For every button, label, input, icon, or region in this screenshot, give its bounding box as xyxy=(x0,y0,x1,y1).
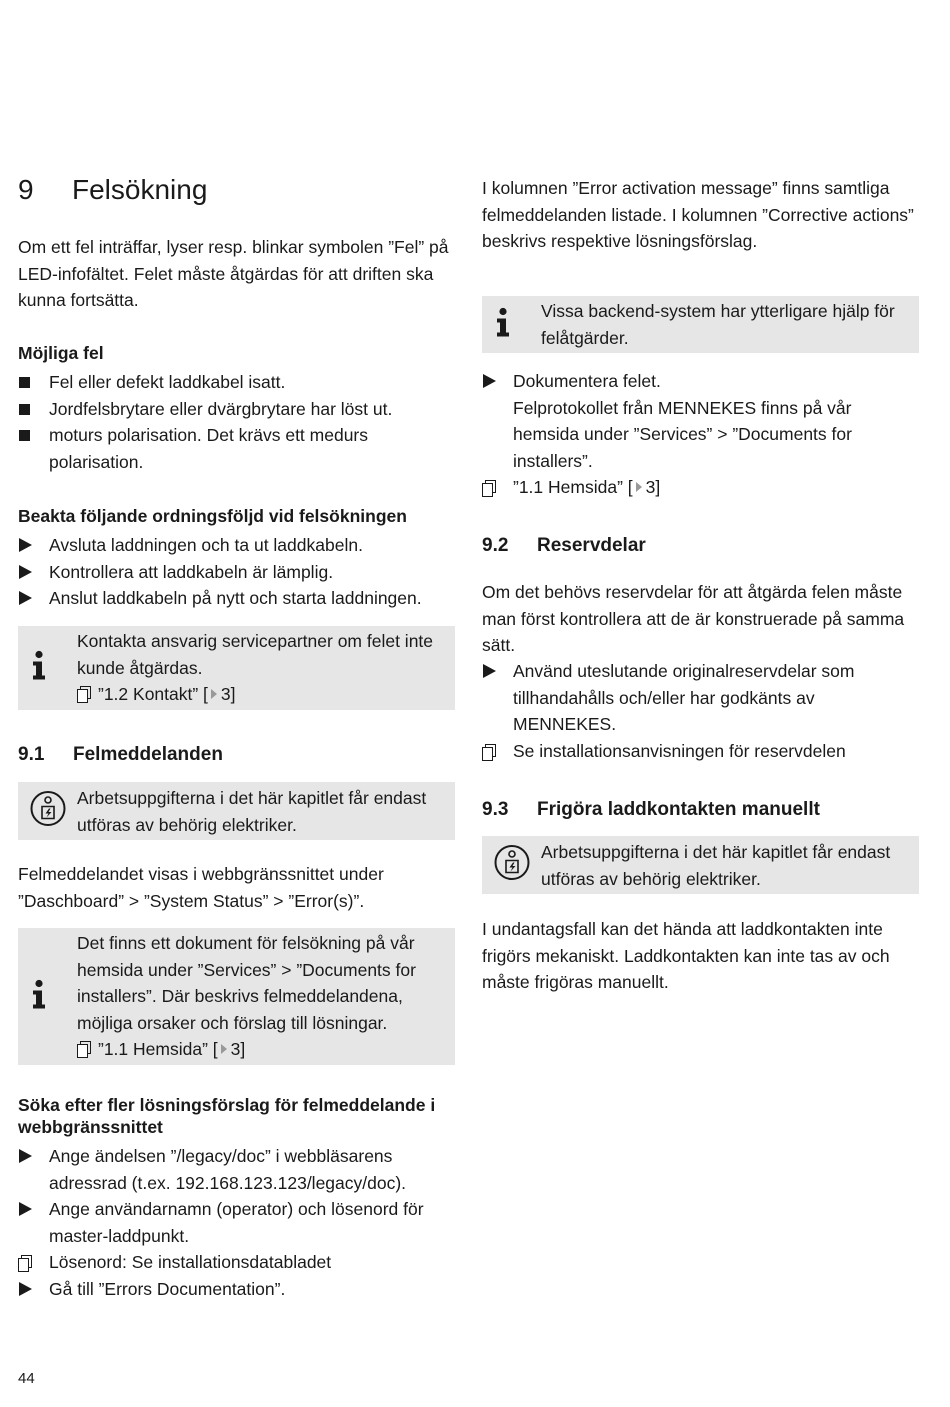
info-icon xyxy=(494,307,512,342)
list-item: moturs polarisation. Det krävs ett medurs polarisation. xyxy=(18,422,455,475)
info-text: Kontakta ansvarig servicepartner om felet inte kunde åtgärdas. xyxy=(77,631,434,678)
reference: ”1.1 Hemsida” [ 3] xyxy=(77,1036,447,1065)
step-arrow-icon xyxy=(19,1149,32,1163)
right-intro-paragraph: I kolumnen ”Error activation message” finns samtliga felmeddelanden listade. I kolumnen ”Corrective actions” beskrivs respektive lösningsförslag. xyxy=(482,178,914,251)
step-item: Ange ändelsen ”/legacy/doc” i webbläsarens adressrad (t.ex. 192.168.123.123/legacy/doc). xyxy=(18,1143,455,1196)
info-text: Det finns ett dokument för felsökning på vår hemsida under ”Services” > ”Documents for installers”. Där beskrivs felmeddelandena, möjliga orsaker och förslag till lösningar. xyxy=(77,933,416,1033)
info-icon xyxy=(30,979,48,1014)
info-box-documents xyxy=(18,928,455,1065)
search-heading: Söka efter fler lösningsförslag för felmeddelande i webbgränssnittet xyxy=(18,1095,436,1137)
step-arrow-icon xyxy=(483,374,496,388)
step-item: Kontrollera att laddkabeln är lämplig. xyxy=(18,559,455,586)
error-location-text: Felmeddelandet visas i webbgränssnittet under ”Daschboard” > ”System Status” > ”Error(s)”. xyxy=(18,864,384,911)
reference-item: Lösenord: Se installationsdatabladet xyxy=(18,1249,455,1276)
square-bullet-icon xyxy=(19,404,30,415)
electrician-note-9-3: Arbetsuppgifterna i det här kapitlet får endast utföras av behörig elektriker. xyxy=(482,836,919,894)
order-heading: Beakta följande ordningsföljd vid felsökningen xyxy=(18,506,407,526)
section-9-1-heading: 9.1 Felmeddelanden xyxy=(18,744,223,765)
reference-item: Se installationsanvisningen för reservdelen xyxy=(482,738,919,765)
electrician-note-9-1: Arbetsuppgifterna i det här kapitlet får endast utföras av behörig elektriker. xyxy=(18,782,455,840)
document-ref-icon xyxy=(77,1041,92,1058)
chapter-heading xyxy=(18,174,207,206)
page-arrow-icon xyxy=(636,482,642,492)
square-bullet-icon xyxy=(19,377,30,388)
order-steps xyxy=(18,532,455,612)
possible-faults-list xyxy=(18,369,455,475)
document-steps xyxy=(482,368,919,501)
square-bullet-icon xyxy=(19,430,30,441)
step-arrow-icon xyxy=(19,538,32,552)
document-ref-icon xyxy=(18,1255,33,1272)
info-box-backend: Vissa backend-system har ytterligare hjälp för felåtgärder. xyxy=(482,296,919,353)
info-icon xyxy=(30,651,48,686)
info-box-contact xyxy=(18,626,455,710)
section-9-2-heading: 9.2 Reservdelar xyxy=(482,535,646,556)
step-item: Ange användarnamn (operator) och lösenord för master-laddpunkt. xyxy=(18,1196,455,1249)
step-item: Dokumentera felet. Felprotokollet från MENNEKES finns på vår hemsida under ”Services” > ”Documents for installers”. xyxy=(482,368,919,474)
step-arrow-icon xyxy=(19,591,32,605)
list-item: Fel eller defekt laddkabel isatt. xyxy=(18,369,455,396)
intro-paragraph: Om ett fel inträffar, lyser resp. blinkar symbolen ”Fel” på LED-infofältet. Felet måste åtgärdas för att driften ska kunna fortsätta. xyxy=(18,237,449,310)
step-item: Använd uteslutande originalreservdelar som tillhandahålls och/eller har godkänts av MENNEKES. xyxy=(482,658,919,738)
step-item: Avsluta laddningen och ta ut laddkabeln. xyxy=(18,532,455,559)
page-arrow-icon xyxy=(211,689,217,699)
step-arrow-icon xyxy=(483,664,496,678)
reference-item: ”1.1 Hemsida” [ 3] xyxy=(482,474,919,501)
chapter-number: 9 xyxy=(18,174,34,205)
step-item: Anslut laddkabeln på nytt och starta laddningen. xyxy=(18,585,455,612)
electrician-icon xyxy=(30,791,66,832)
document-ref-icon xyxy=(482,480,497,497)
spare-parts-steps xyxy=(482,658,919,764)
document-ref-icon xyxy=(482,744,497,761)
search-steps xyxy=(18,1143,455,1302)
chapter-title: Felsökning xyxy=(72,174,208,205)
step-item: Gå till ”Errors Documentation”. xyxy=(18,1276,455,1303)
section-9-3-heading: 9.3 Frigöra laddkontakten manuellt xyxy=(482,799,820,820)
spare-parts-text: Om det behövs reservdelar för att åtgärda felen måste man först kontrollera att de är konstruerade på samma sätt. xyxy=(482,582,905,655)
manual-release-text: I undantagsfall kan det hända att laddkontakten inte frigörs mekaniskt. Laddkontakten kan inte tas av och måste frigöras manuellt. xyxy=(482,919,890,992)
document-ref-icon xyxy=(77,686,92,703)
page-arrow-icon xyxy=(221,1044,227,1054)
possible-faults-heading: Möjliga fel xyxy=(18,343,104,363)
list-item: Jordfelsbrytare eller dvärgbrytare har löst ut. xyxy=(18,396,455,423)
electrician-icon xyxy=(494,845,530,886)
step-arrow-icon xyxy=(19,565,32,579)
reference: ”1.2 Kontakt” [ 3] xyxy=(77,681,447,710)
step-arrow-icon xyxy=(19,1282,32,1296)
page-number: 44 xyxy=(18,1370,35,1387)
step-arrow-icon xyxy=(19,1202,32,1216)
